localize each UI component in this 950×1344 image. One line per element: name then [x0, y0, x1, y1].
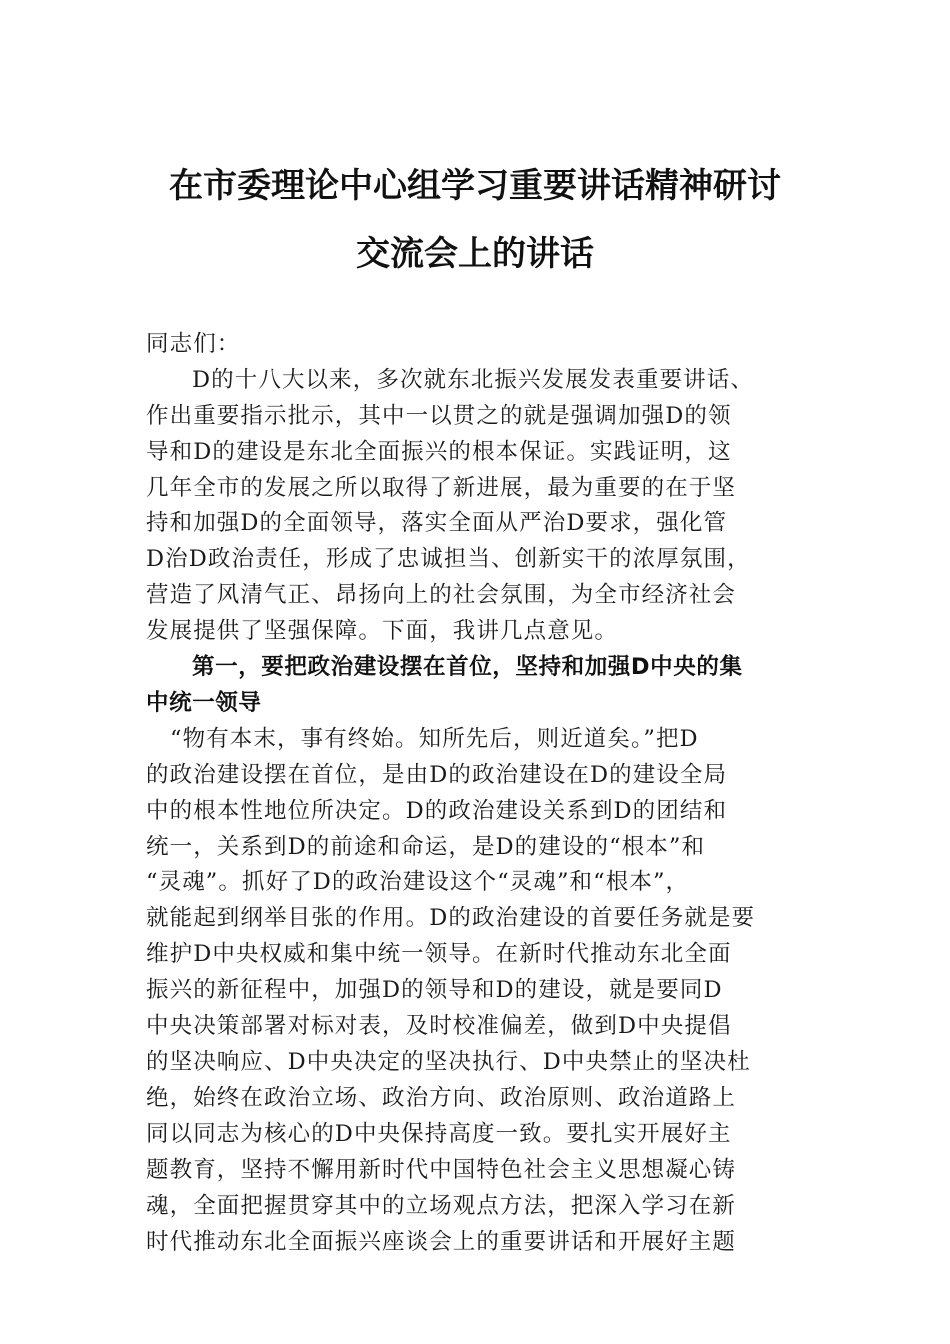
paragraph-line: 绝，始终在政治立场、政治方向、政治原则、政治道路上 [146, 1085, 737, 1111]
paragraph-line: 中央决策部署对标对表，及时校准偏差，做到D中央提倡 [146, 1013, 732, 1039]
paragraph-line: “灵魂”。抓好了D的政治建设这个“灵魂”和“根本”， [146, 869, 690, 895]
paragraph-line: 维护D中央权威和集中统一领导。在新时代推动东北全面 [146, 941, 732, 967]
paragraph-line: 振兴的新征程中，加强D的领导和D的建设，就是要同D [146, 977, 723, 1003]
paragraph-line: 发展提供了坚强保障。下面，我讲几点意见。 [146, 618, 619, 644]
section-heading-line: 中统一领导 [146, 690, 262, 716]
paragraph-line: 的政治建设摆在首位，是由D的政治建设在D的建设全局 [146, 762, 728, 788]
paragraph-line: 魂，全面把握贯穿其中的立场观点方法，把深入学习在新 [146, 1193, 737, 1219]
paragraph-line: 中的根本性地位所决定。D的政治建设关系到D的团结和 [146, 798, 728, 824]
paragraph-line: “物有本末，事有终始。知所先后，则近道矣。”把D [170, 726, 699, 752]
paragraph-line: 作出重要指示批示，其中一以贯之的就是强调加强D的领 [146, 403, 732, 429]
document-title-line-1: 在市委理论中心组学习重要讲话精神研讨 [169, 166, 781, 206]
paragraph-line: 的坚决响应、D中央决定的坚决执行、D中央禁止的坚决杜 [146, 1049, 751, 1075]
paragraph-line: 持和加强D的全面领导，落实全面从严治D要求，强化管 [146, 510, 728, 536]
paragraph-line: 时代推动东北全面振兴座谈会上的重要讲话和开展好主题 [146, 1229, 737, 1255]
paragraph-line: 同以同志为核心的D中央保持高度一致。要扎实开展好主 [146, 1121, 732, 1147]
paragraph-line: 导和D的建设是东北全面振兴的根本保证。实践证明，这 [146, 439, 732, 465]
paragraph-line: 几年全市的发展之所以取得了新进展，最为重要的在于坚 [146, 475, 737, 501]
paragraph-line: D的十八大以来，多次就东北振兴发展发表重要讲话、 [192, 367, 754, 393]
paragraph-line: 统一，关系到D的前途和命运，是D的建设的“根本”和 [146, 834, 706, 860]
paragraph-line: 题教育，坚持不懈用新时代中国特色社会主义思想凝心铸 [146, 1157, 737, 1183]
document-title-line-2: 交流会上的讲话 [356, 234, 594, 274]
salutation: 同志们： [146, 331, 241, 357]
paragraph-line: 营造了风清气正、昂扬向上的社会氛围，为全市经济社会 [146, 582, 737, 608]
paragraph-line: 就能起到纲举目张的作用。D的政治建设的首要任务就是要 [146, 905, 756, 931]
paragraph-line: D治D政治责任，形成了忠诚担当、创新实干的浓厚氛围， [146, 546, 751, 572]
section-heading-line: 第一，要把政治建设摆在首位，坚持和加强D中央的集 [192, 654, 743, 680]
